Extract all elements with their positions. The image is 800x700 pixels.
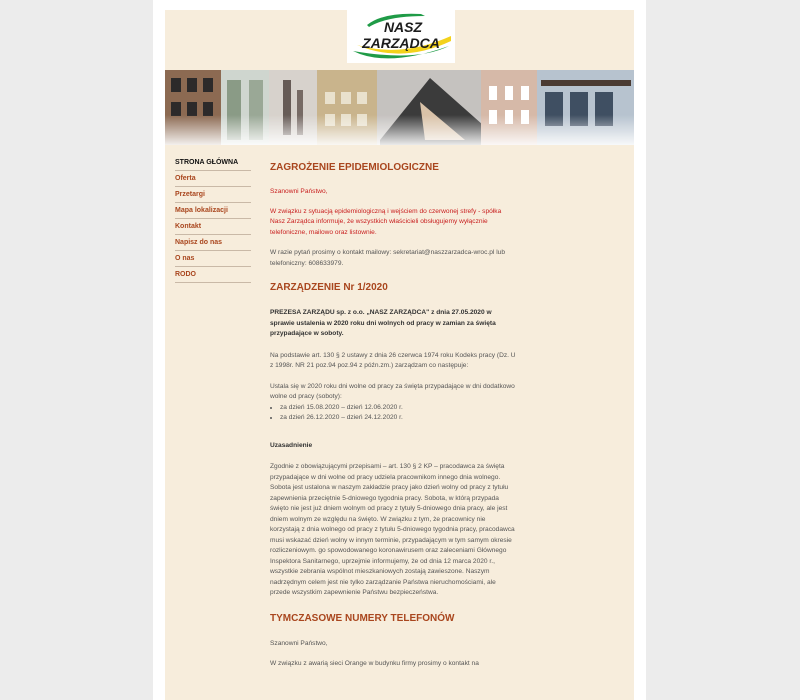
nav-item-write-to-us[interactable]: Napisz do nas <box>175 236 251 251</box>
justification-heading: Uzasadnienie <box>270 441 313 449</box>
list-item: • za dzień 15.08.2020 – dzień 12.06.2020 r. <box>280 403 516 414</box>
phones-text: W związku z awarią sieci Orange w budynku firmy prosimy o kontakt na <box>270 660 479 667</box>
epidemic-contact: W razie pytań prosimy o kontakt mailowy: sekretariat@naszzarzadca-wroc.pl lub telefoniczny: 608633979. <box>270 249 505 267</box>
list-item: • za dzień 26.12.2020 – dzień 24.12.2020 r. <box>280 413 516 424</box>
building-photo-banner <box>165 70 634 145</box>
ordinance-paragraph-1: Na podstawie art. 130 § 2 ustawy z dnia 26 czerwca 1974 roku Kodeks pracy (Dz. U z 1998r. NR 21 poz.94 poz.94 z późn.zm.) zarządzam co następuje: <box>270 351 516 369</box>
main-content <box>270 158 516 670</box>
company-logo[interactable] <box>347 10 455 63</box>
nav-item-offer[interactable]: Oferta <box>175 172 251 187</box>
nav-item-home[interactable]: STRONA GŁÓWNA <box>175 156 251 171</box>
building-photos <box>165 70 634 145</box>
header <box>165 10 634 70</box>
logo-graphic <box>347 10 455 63</box>
epidemic-greeting: Szanowni Państwo, <box>270 188 328 195</box>
nav-item-tenders[interactable]: Przetargi <box>175 188 251 203</box>
epidemic-notice: W związku z sytuacją epidemiologiczną i wejściem do czerwonej strefy - spółka Nasz Zarządca informuje, że wszystkich właścicieli obsługujemy wyłącznie telefoniczne, mailowo oraz listownie. <box>270 207 502 236</box>
page-container <box>153 0 646 700</box>
nav-item-rodo[interactable]: RODO <box>175 268 251 283</box>
section-title-ordinance: ZARZĄDZENIE Nr 1/2020 <box>270 282 388 293</box>
ordinance-lead: PREZESA ZARZĄDU sp. z o.o. „NASZ ZARZĄDCA" z dnia 27.05.2020 w sprawie ustalenia w 2020 roku dni wolnych od pracy w zamian za święta przypadające w soboty. <box>270 309 496 337</box>
sidebar-nav <box>175 156 251 284</box>
nav-item-contact[interactable]: Kontakt <box>175 220 251 235</box>
nav-item-location-map[interactable]: Mapa lokalizacji <box>175 204 251 219</box>
section-title-phones: TYMCZASOWE NUMERY TELEFONÓW <box>270 612 455 624</box>
logo-line2: ZARZĄDCA <box>362 35 440 51</box>
ordinance-dates-list <box>270 403 516 424</box>
nav-item-about[interactable]: O nas <box>175 252 251 267</box>
phones-greeting: Szanowni Państwo, <box>270 639 328 647</box>
section-title-epidemic: ZAGROŻENIE EPIDEMIOLOGICZNE <box>270 162 439 173</box>
justification-text: Zgodnie z obowiązującymi przepisami – art. 130 § 2 KP – pracodawca za święta przypadające w dni wolne od pracy udziela pracownikom innego dnia wolnego. Sobota jest ustalona w naszym zakładzie pracy jako dzień wolny od pracy z tytułu zapewnienia przeciętnie 5-dniowego tygodnia pracy. Sobota, w którą przypada święto nie jest już dniem wolnym od pracy z tytuły 5-dniowego dnia pracy, ale jest dniem wolnym ze względu na święto. W związku z tym, że pracownicy nie korzystają z dnia wolnego od pracy z tytułu 5-dniowego tygodnia pracy, pracodawca musi wskazać dzień wolny w innym terminie, przypadającym w tym samym okresie rozliczeniowym. go spowodowanego koronawirusem oraz zaleceniami Głównego Inspektora Sanitarnego, uprzejmie informujemy, że od dnia 12 marca 2020 r., wszystkie zebrania wspólnot mieszkaniowych zostają zawieszone. Naszym nadrzędnym celem jest nie tylko zarządzanie Państwa nieruchomościami, ale przede wszystkim zapewnienie Państwu bezpieczeństwa. <box>270 463 515 596</box>
logo-line1: NASZ <box>383 19 423 35</box>
ordinance-paragraph-2: Ustala się w 2020 roku dni wolne od pracy za święta przypadające w dni dodatkowo wolne od pracy (soboty): <box>270 382 515 400</box>
